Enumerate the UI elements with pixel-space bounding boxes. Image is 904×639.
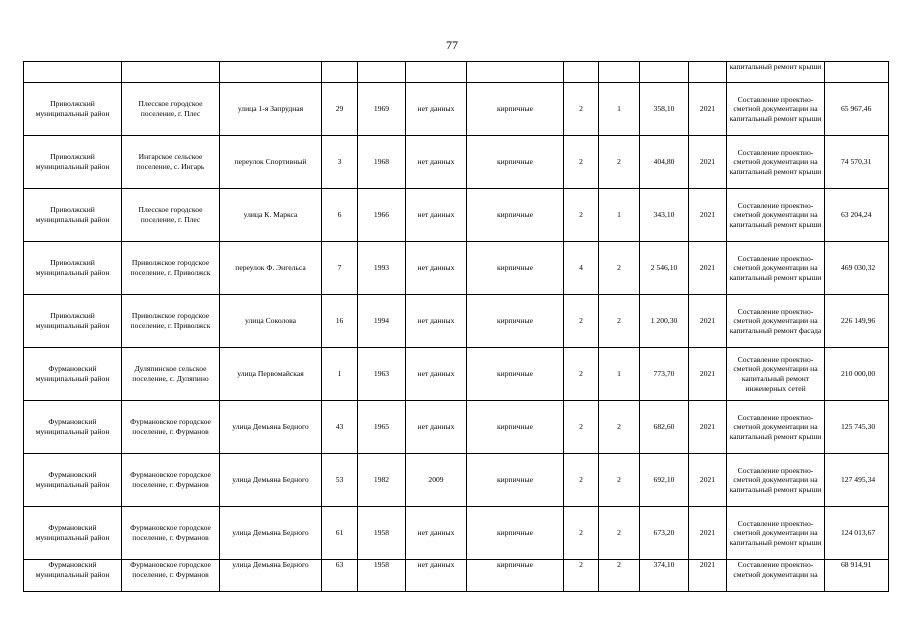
area-cell: 358,10 — [640, 83, 689, 136]
wall-material-cell: кирпичные — [467, 83, 564, 136]
cost-cell: 74 570,31 — [825, 136, 889, 189]
repair-registry-table — [23, 61, 889, 592]
floors-cell: 2 — [564, 507, 599, 560]
cost-cell: 65 967,46 — [825, 83, 889, 136]
work-type-cell: Составление проектно-сметной документации на капитальный ремонт крыши — [727, 136, 825, 189]
house-number-cell: 61 — [322, 507, 358, 560]
street-cell: улица Демьяна Бедного — [220, 507, 322, 560]
last-repair-cell: нет данных — [406, 136, 467, 189]
cost-cell: 210 000,00 — [825, 348, 889, 401]
table-row-continued — [24, 62, 889, 83]
settlement-cell: Фурмановское городское поселение, г. Фурманов — [122, 560, 220, 592]
build-year-cell: 1958 — [358, 507, 406, 560]
repair-year-cell: 2021 — [689, 348, 727, 401]
district-cell: Приволжский муниципальный район — [24, 295, 122, 348]
last-repair-cell: нет данных — [406, 348, 467, 401]
entrances-cell: 1 — [599, 83, 640, 136]
district-cell: Фурмановский муниципальный район — [24, 507, 122, 560]
street-cell: переулок Ф. Энгельса — [220, 242, 322, 295]
last-repair-cell: нет данных — [406, 83, 467, 136]
build-year-cell — [358, 62, 406, 83]
settlement-cell: Приволжское городское поселение, г. Приволжск — [122, 295, 220, 348]
floors-cell: 2 — [564, 136, 599, 189]
street-cell: улица Соколова — [220, 295, 322, 348]
street-cell: улица Демьяна Бедного — [220, 454, 322, 507]
cost-cell — [825, 62, 889, 83]
street-cell: улица 1-я Запрудная — [220, 83, 322, 136]
last-repair-cell: нет данных — [406, 401, 467, 454]
wall-material-cell: кирпичные — [467, 348, 564, 401]
last-repair-cell: нет данных — [406, 507, 467, 560]
settlement-cell: Плесское городское поселение, г. Плес — [122, 189, 220, 242]
table-row — [24, 560, 889, 592]
build-year-cell: 1968 — [358, 136, 406, 189]
settlement-cell: Фурмановское городское поселение, г. Фурманов — [122, 507, 220, 560]
build-year-cell: 1993 — [358, 242, 406, 295]
house-number-cell: 1 — [322, 348, 358, 401]
work-type-cell: Составление проектно-сметной документации на капитальный ремонт крыши — [727, 507, 825, 560]
house-number-cell — [322, 62, 358, 83]
floors-cell: 2 — [564, 189, 599, 242]
street-cell: улица Первомайская — [220, 348, 322, 401]
page-number: 77 — [446, 38, 458, 52]
build-year-cell: 1958 — [358, 560, 406, 592]
work-type-cell: Составление проектно-сметной документации на капитальный ремонт фасада — [727, 295, 825, 348]
cost-cell: 226 149,96 — [825, 295, 889, 348]
wall-material-cell: кирпичные — [467, 454, 564, 507]
street-cell: переулок Спортивный — [220, 136, 322, 189]
entrances-cell: 2 — [599, 454, 640, 507]
entrances-cell: 1 — [599, 189, 640, 242]
street-cell — [220, 62, 322, 83]
settlement-cell: Фурмановское городское поселение, г. Фурманов — [122, 454, 220, 507]
build-year-cell: 1965 — [358, 401, 406, 454]
table-body — [24, 62, 889, 592]
area-cell: 692,10 — [640, 454, 689, 507]
area-cell: 773,70 — [640, 348, 689, 401]
repair-year-cell: 2021 — [689, 136, 727, 189]
street-cell: улица Демьяна Бедного — [220, 401, 322, 454]
repair-year-cell: 2021 — [689, 401, 727, 454]
cost-cell: 125 745,30 — [825, 401, 889, 454]
build-year-cell: 1966 — [358, 189, 406, 242]
work-type-cell: Составление проектно-сметной документации на капитальный ремонт крыши — [727, 189, 825, 242]
table-row — [24, 507, 889, 560]
work-type-cell: Составление проектно-сметной документации на капитальный ремонт крыши — [727, 83, 825, 136]
entrances-cell: 2 — [599, 136, 640, 189]
table-row — [24, 348, 889, 401]
table-row — [24, 401, 889, 454]
area-cell: 374,10 — [640, 560, 689, 592]
wall-material-cell: кирпичные — [467, 189, 564, 242]
floors-cell: 2 — [564, 348, 599, 401]
last-repair-cell: нет данных — [406, 295, 467, 348]
floors-cell: 2 — [564, 401, 599, 454]
wall-material-cell: кирпичные — [467, 295, 564, 348]
repair-year-cell: 2021 — [689, 454, 727, 507]
district-cell: Приволжский муниципальный район — [24, 83, 122, 136]
district-cell: Приволжский муниципальный район — [24, 136, 122, 189]
house-number-cell: 43 — [322, 401, 358, 454]
work-type-cell: Составление проектно-сметной документации на капитальный ремонт крыши — [727, 401, 825, 454]
settlement-cell: Плесское городское поселение, г. Плес — [122, 83, 220, 136]
street-cell: улица К. Маркса — [220, 189, 322, 242]
settlement-cell: Приволжское городское поселение, г. Приволжск — [122, 242, 220, 295]
table-row — [24, 83, 889, 136]
cost-cell: 68 914,91 — [825, 560, 889, 592]
settlement-cell — [122, 62, 220, 83]
work-type-cell: Составление проектно-сметной документации на — [727, 560, 825, 592]
work-type-cell: Составление проектно-сметной документации на капитальный ремонт инженерных сетей — [727, 348, 825, 401]
build-year-cell: 1994 — [358, 295, 406, 348]
settlement-cell: Дуляпинское сельское поселение, с. Дуляпино — [122, 348, 220, 401]
cost-cell: 127 495,34 — [825, 454, 889, 507]
settlement-cell: Ингарское сельское поселение, с. Ингарь — [122, 136, 220, 189]
wall-material-cell: кирпичные — [467, 560, 564, 592]
cost-cell: 63 204,24 — [825, 189, 889, 242]
repair-year-cell — [689, 62, 727, 83]
district-cell: Фурмановский муниципальный район — [24, 454, 122, 507]
last-repair-cell: нет данных — [406, 560, 467, 592]
table-row — [24, 295, 889, 348]
district-cell: Приволжский муниципальный район — [24, 189, 122, 242]
district-cell: Фурмановский муниципальный район — [24, 560, 122, 592]
last-repair-cell: нет данных — [406, 242, 467, 295]
floors-cell — [564, 62, 599, 83]
district-cell: Фурмановский муниципальный район — [24, 401, 122, 454]
house-number-cell: 63 — [322, 560, 358, 592]
settlement-cell: Фурмановское городское поселение, г. Фурманов — [122, 401, 220, 454]
floors-cell: 2 — [564, 83, 599, 136]
work-type-cell: капитальный ремонт крыши — [727, 62, 825, 83]
entrances-cell — [599, 62, 640, 83]
entrances-cell: 2 — [599, 507, 640, 560]
floors-cell: 2 — [564, 560, 599, 592]
repair-year-cell: 2021 — [689, 560, 727, 592]
floors-cell: 4 — [564, 242, 599, 295]
last-repair-cell — [406, 62, 467, 83]
work-type-cell: Составление проектно-сметной документации на капитальный ремонт крыши — [727, 242, 825, 295]
repair-year-cell: 2021 — [689, 242, 727, 295]
district-cell: Фурмановский муниципальный район — [24, 348, 122, 401]
district-cell: Приволжский муниципальный район — [24, 242, 122, 295]
floors-cell: 2 — [564, 295, 599, 348]
wall-material-cell: кирпичные — [467, 507, 564, 560]
repair-year-cell: 2021 — [689, 507, 727, 560]
house-number-cell: 16 — [322, 295, 358, 348]
entrances-cell: 2 — [599, 560, 640, 592]
entrances-cell: 2 — [599, 401, 640, 454]
street-cell: улица Демьяна Бедного — [220, 560, 322, 592]
last-repair-cell: 2009 — [406, 454, 467, 507]
last-repair-cell: нет данных — [406, 189, 467, 242]
area-cell: 2 546,10 — [640, 242, 689, 295]
table-row — [24, 454, 889, 507]
wall-material-cell: кирпичные — [467, 242, 564, 295]
wall-material-cell — [467, 62, 564, 83]
area-cell — [640, 62, 689, 83]
work-type-cell: Составление проектно-сметной документации на капитальный ремонт крыши — [727, 454, 825, 507]
area-cell: 673,20 — [640, 507, 689, 560]
area-cell: 682,60 — [640, 401, 689, 454]
build-year-cell: 1963 — [358, 348, 406, 401]
repair-year-cell: 2021 — [689, 83, 727, 136]
entrances-cell: 2 — [599, 295, 640, 348]
entrances-cell: 2 — [599, 242, 640, 295]
table-row — [24, 242, 889, 295]
house-number-cell: 6 — [322, 189, 358, 242]
build-year-cell: 1982 — [358, 454, 406, 507]
repair-year-cell: 2021 — [689, 295, 727, 348]
house-number-cell: 3 — [322, 136, 358, 189]
area-cell: 343,10 — [640, 189, 689, 242]
repair-year-cell: 2021 — [689, 189, 727, 242]
build-year-cell: 1969 — [358, 83, 406, 136]
area-cell: 404,80 — [640, 136, 689, 189]
wall-material-cell: кирпичные — [467, 136, 564, 189]
house-number-cell: 53 — [322, 454, 358, 507]
cost-cell: 124 013,67 — [825, 507, 889, 560]
entrances-cell: 1 — [599, 348, 640, 401]
cost-cell: 469 030,32 — [825, 242, 889, 295]
table-row — [24, 189, 889, 242]
house-number-cell: 7 — [322, 242, 358, 295]
wall-material-cell: кирпичные — [467, 401, 564, 454]
house-number-cell: 29 — [322, 83, 358, 136]
area-cell: 1 200,30 — [640, 295, 689, 348]
floors-cell: 2 — [564, 454, 599, 507]
table-row — [24, 136, 889, 189]
district-cell — [24, 62, 122, 83]
